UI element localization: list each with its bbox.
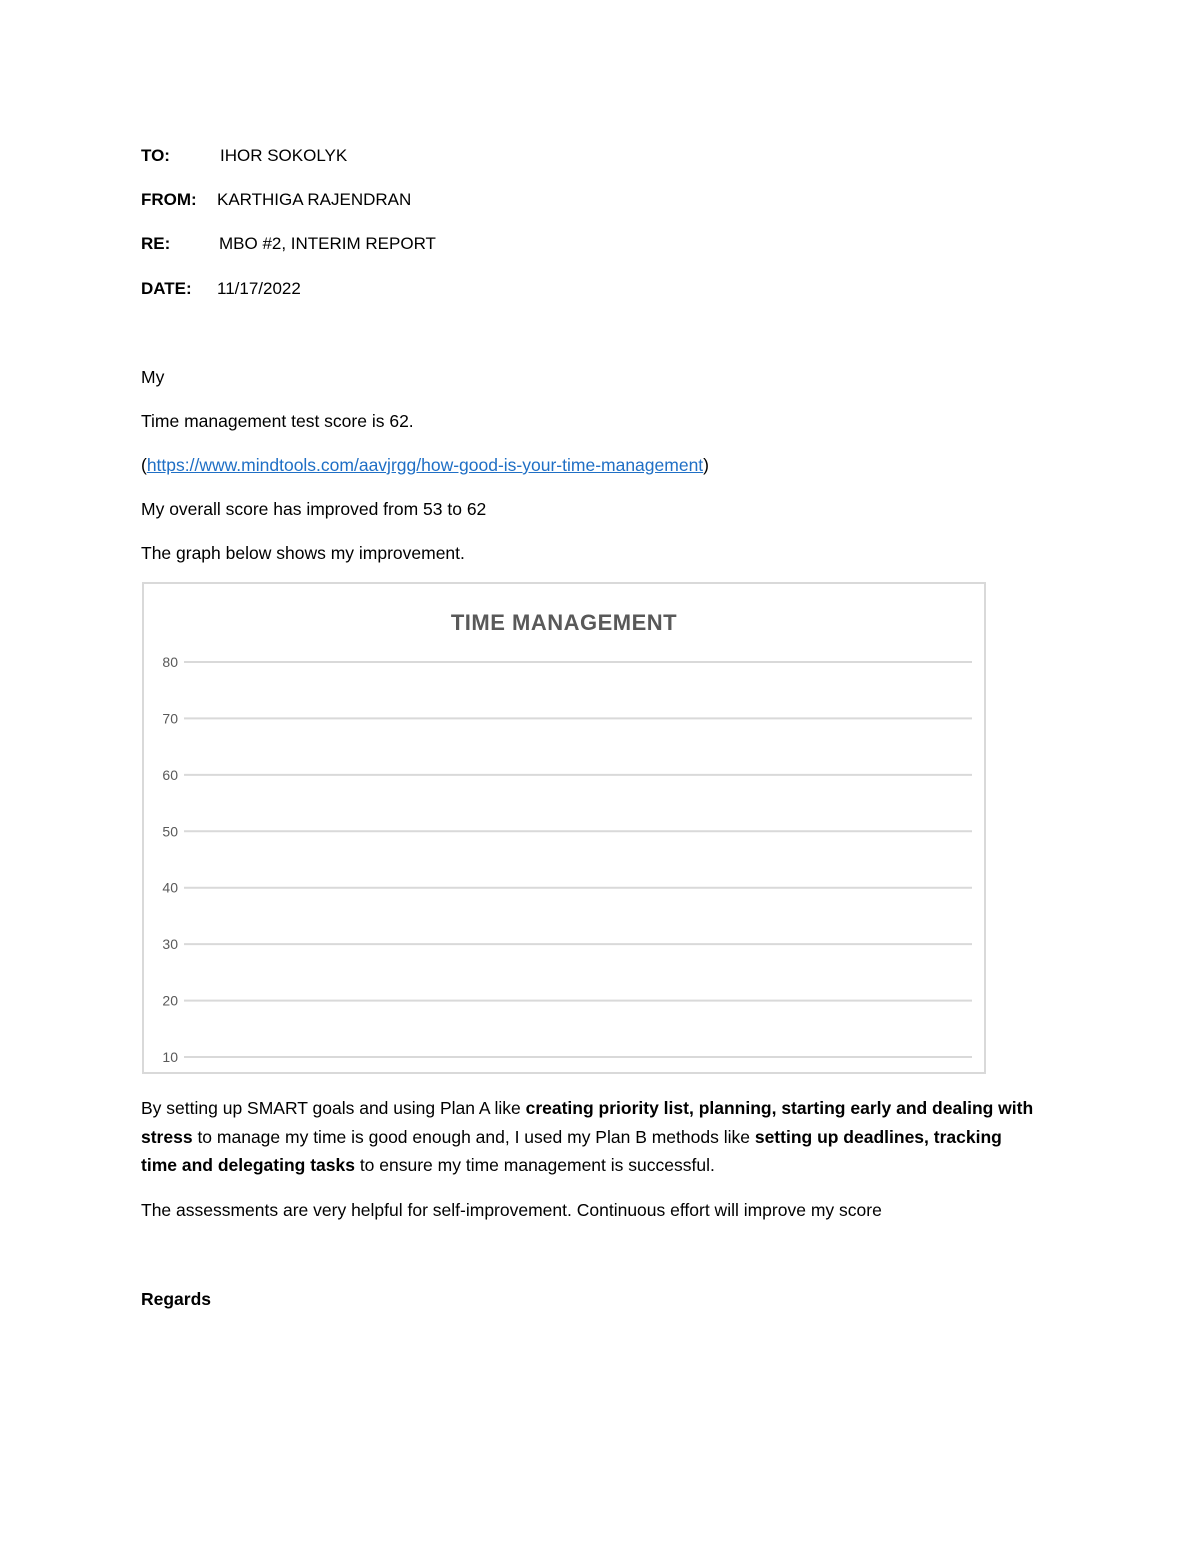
closing-paragraph-1 [141, 1094, 1041, 1180]
regards: Regards [141, 1289, 212, 1309]
chart-ytick-label: 70 [162, 710, 178, 727]
closing-text-e: to ensure my time management is successful. [354, 1155, 715, 1175]
memo-re-label: RE: [141, 234, 171, 253]
link-close-paren: ) [703, 455, 709, 475]
memo-from-value: KARTHIGA RAJENDRAN [217, 190, 412, 209]
chart-ytick-label: 10 [162, 1049, 178, 1065]
score-line: Time management test score is 62. [141, 411, 414, 431]
time-management-chart [142, 582, 986, 1074]
closing-text-c: to manage my time is good enough and, I used my Plan B methods like [192, 1126, 755, 1147]
graph-intro: The graph below shows my improvement. [141, 543, 465, 563]
memo-to-value: IHOR SOKOLYK [220, 146, 348, 165]
memo-date-value: 11/17/2022 [217, 279, 301, 298]
improved-line: My overall score has improved from 53 to 62 [141, 499, 487, 519]
chart-ytick-label: 20 [162, 992, 178, 1009]
chart-ytick-label: 30 [162, 936, 178, 953]
chart-ytick-label: 50 [162, 823, 178, 840]
chart-ytick-label: 60 [162, 766, 178, 783]
mindtools-link[interactable]: https://www.mindtools.com/aavjrgg/how-good-is-your-time-management [146, 455, 704, 475]
line-my: My [141, 367, 165, 387]
closing-p2-text-b: Continuous effort will improve my score [576, 1200, 882, 1220]
chart-ytick-label: 80 [162, 654, 178, 670]
closing-bold-plan-b: setting up deadlines, tracking time and delegating tasks [141, 1126, 1002, 1175]
chart-ytick-label: 40 [162, 879, 178, 896]
closing-text-a: By setting up SMART goals and using Plan A like [141, 1098, 526, 1118]
chart-plot-area [144, 584, 984, 1072]
closing-bold-plan-a: creating priority list, planning, starting early and dealing with stress [141, 1098, 1034, 1147]
closing-p2-text: The assessments are very helpful for self-improvement. [141, 1200, 577, 1220]
memo-to-label: TO: [141, 146, 170, 165]
closing-paragraph-2 [141, 1199, 882, 1221]
link-line [141, 454, 709, 476]
link-open-paren: ( [141, 455, 147, 475]
memo-date-label: DATE: [141, 279, 192, 298]
memo-from-label: FROM: [141, 190, 197, 209]
chart-title: TIME MANAGEMENT [450, 610, 678, 635]
memo-re-value: MBO #2, INTERIM REPORT [219, 234, 436, 253]
